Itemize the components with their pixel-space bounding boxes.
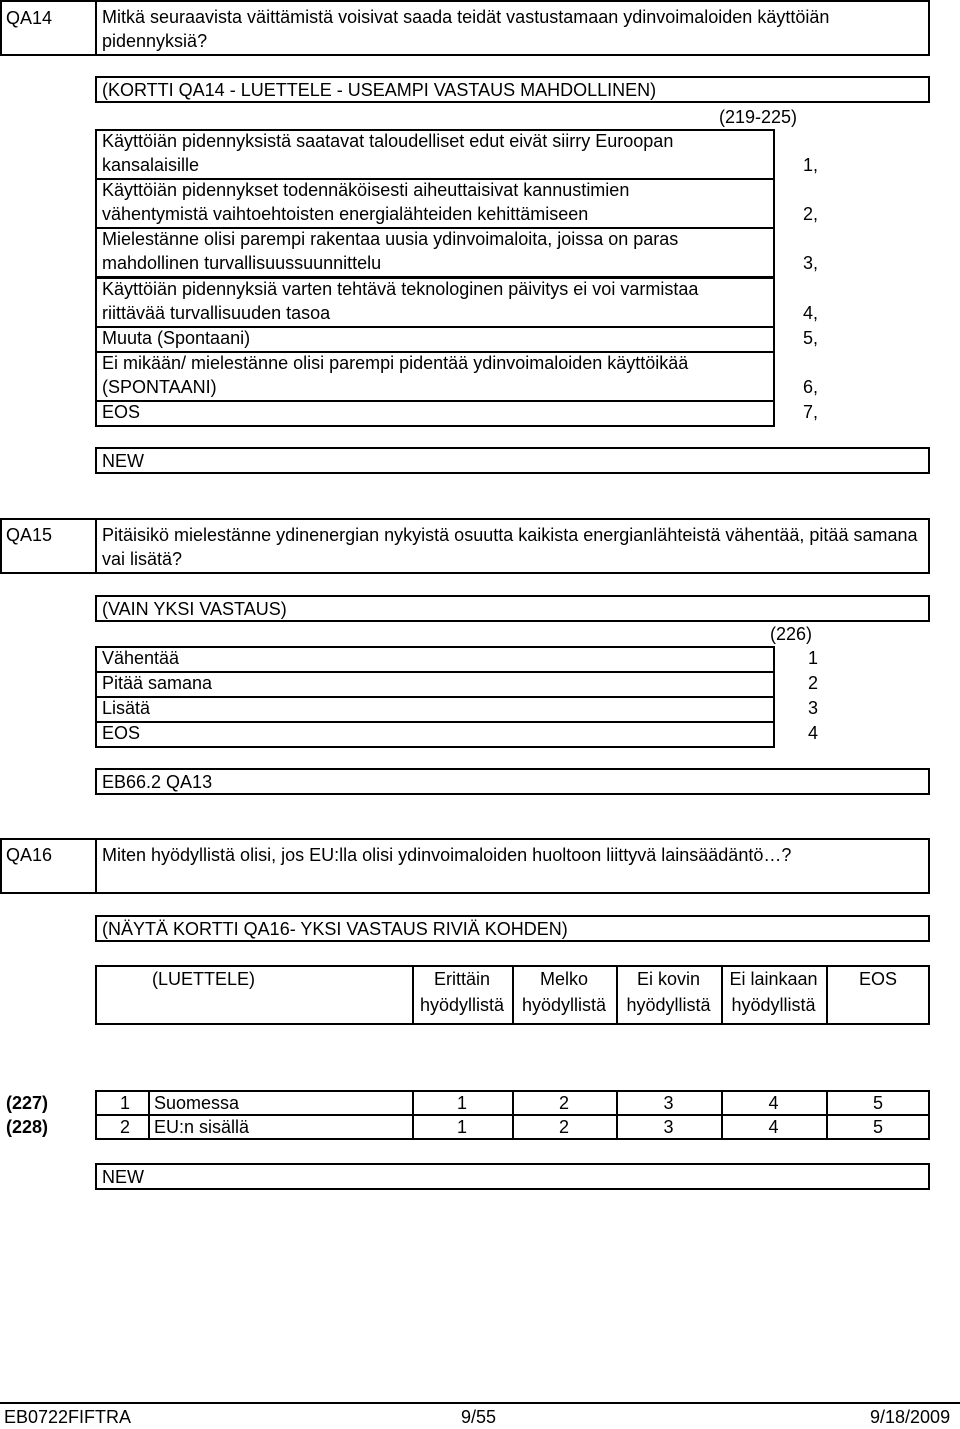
qa14-option-4-code: 4, — [802, 303, 818, 323]
qa16-col-3-l1: Ei kovin — [636, 969, 701, 989]
qa16-row-1-value-5: 5 — [872, 1093, 883, 1113]
qa14-option-1-code: 1, — [802, 155, 818, 175]
footer-doc-code: EB0722FIFTRA — [4, 1407, 132, 1427]
qa15-option-3-box — [95, 696, 775, 723]
qa14-option-2-line2: vähentymistä vaihtoehtoisten energialähteiden kehittämiseen — [102, 204, 589, 224]
footer-rule — [0, 1402, 960, 1404]
qa16-row-1-value-1: 1 — [456, 1093, 467, 1113]
qa16-row-2-value-4: 4 — [768, 1117, 779, 1137]
qa14-option-5-code: 5, — [802, 328, 818, 348]
qa15-question: Pitäisikö mielestänne ydinenergian nykyistä osuutta kaikista energianlähteistä vähentää, pitää samana vai lisätä? — [102, 525, 918, 569]
qa16-col-2-l2: hyödyllistä — [521, 995, 607, 1015]
qa15-instruction: (VAIN YKSI VASTAUS) — [102, 599, 287, 619]
qa16-row-1-code: (227) — [6, 1093, 49, 1113]
qa16-instruction: (NÄYTÄ KORTTI QA16- YKSI VASTAUS RIVIÄ KOHDEN) — [102, 919, 568, 939]
qa16-col-1-l1: Erittäin — [433, 969, 491, 989]
qa14-option-5-line1: Muuta (Spontaani) — [102, 328, 251, 348]
qa14-question: Mitkä seuraavista väittämistä voisivat saada teidät vastustamaan ydinvoimaloiden käyttöiän pidennyksiä? — [102, 7, 830, 51]
qa14-instruction: (KORTTI QA14 - LUETTELE - USEAMPI VASTAUS MAHDOLLINEN) — [102, 80, 657, 100]
qa16-col-4-l2: hyödyllistä — [731, 995, 816, 1015]
qa15-option-2-label: Pitää samana — [102, 673, 213, 693]
footer-date: 9/18/2009 — [870, 1407, 951, 1427]
qa15-note-box — [95, 768, 930, 795]
qa14-id: QA14 — [6, 8, 53, 28]
qa14-option-1-line1: Käyttöiän pidennyksistä saatavat taloudelliset edut eivät siirry Euroopan — [102, 131, 674, 151]
qa16-col-2-l1: Melko — [539, 969, 588, 989]
qa15-option-1-label: Vähentää — [102, 648, 180, 668]
qa16-col-1-l2: hyödyllistä — [419, 995, 505, 1015]
qa14-option-2-line1: Käyttöiän pidennykset todennäköisesti aiheuttaisivat kannustimien — [102, 180, 630, 200]
qa15-option-1-box — [95, 646, 775, 673]
qa16-row-2-num: 2 — [120, 1117, 131, 1137]
qa16-row-2-code: (228) — [6, 1117, 49, 1137]
qa14-option-3-code: 3, — [802, 253, 818, 273]
qa14-option-7-box — [95, 400, 775, 427]
qa16-col-5-l1: EOS — [858, 969, 897, 989]
qa15-option-4-box — [95, 721, 775, 748]
qa16-row-1-value-2: 2 — [558, 1093, 569, 1113]
qa14-option-7-line1: EOS — [102, 402, 141, 422]
qa14-option-3-line1: Mielestänne olisi parempi rakentaa uusia ydinvoimaloita, joissa on paras — [102, 229, 679, 249]
qa16-row-col-divider — [148, 1090, 150, 1140]
qa16-question: Miten hyödyllistä olisi, jos EU:lla olisi ydinvoimaloiden huoltoon liittyvä lainsäädäntö…? — [102, 845, 792, 865]
qa16-col-4-l1: Ei lainkaan — [729, 969, 818, 989]
qa14-option-3-line2: mahdollinen turvallisuussuunnittelu — [102, 253, 382, 273]
qa15-option-4-label: EOS — [102, 723, 141, 743]
footer-page-number: 9/55 — [461, 1407, 497, 1427]
qa16-row-1-label: Suomessa — [154, 1093, 240, 1113]
qa16-note-box — [95, 1163, 930, 1190]
qa15-note: EB66.2 QA13 — [102, 772, 213, 792]
qa16-row-1-value-4: 4 — [768, 1093, 779, 1113]
qa16-row-1-num: 1 — [120, 1093, 131, 1113]
qa14-range: (219-225) — [719, 107, 798, 127]
qa14-note-box — [95, 447, 930, 474]
qa14-option-6-line2: (SPONTAANI) — [102, 377, 217, 397]
qa16-row-2-value-5: 5 — [872, 1117, 883, 1137]
qa14-option-6-line1: Ei mikään/ mielestänne olisi parempi pidentää ydinvoimaloiden käyttöikää — [102, 353, 689, 373]
qa15-id: QA15 — [6, 525, 53, 545]
qa16-row-2-value-2: 2 — [558, 1117, 569, 1137]
qa15-option-1-code: 1 — [807, 648, 818, 668]
qa14-option-6-code: 6, — [802, 377, 818, 397]
qa16-row-2-value-3: 3 — [663, 1117, 674, 1137]
qa16-row-1-value-3: 3 — [663, 1093, 674, 1113]
qa15-option-4-code: 4 — [807, 723, 818, 743]
qa16-note: NEW — [102, 1167, 144, 1187]
qa16-col-3-l2: hyödyllistä — [626, 995, 711, 1015]
qa14-option-4-line1: Käyttöiän pidennyksiä varten tehtävä teknologinen päivitys ei voi varmistaa — [102, 279, 699, 299]
qa16-id: QA16 — [6, 845, 53, 865]
qa16-row-2-value-1: 1 — [456, 1117, 467, 1137]
qa14-option-2-code: 2, — [802, 204, 818, 224]
qa15-option-2-code: 2 — [807, 673, 818, 693]
qa14-option-7-code: 7, — [802, 402, 818, 422]
qa15-option-3-code: 3 — [807, 698, 818, 718]
qa14-note: NEW — [102, 451, 144, 471]
qa16-header-list: (LUETTELE) — [152, 969, 256, 989]
qa15-range: (226) — [770, 624, 813, 644]
qa14-option-1-line2: kansalaisille — [102, 155, 200, 175]
qa15-option-3-label: Lisätä — [102, 698, 151, 718]
qa14-option-4-line2: riittävää turvallisuuden tasoa — [102, 303, 331, 323]
qa16-row-2-label: EU:n sisällä — [154, 1117, 250, 1137]
